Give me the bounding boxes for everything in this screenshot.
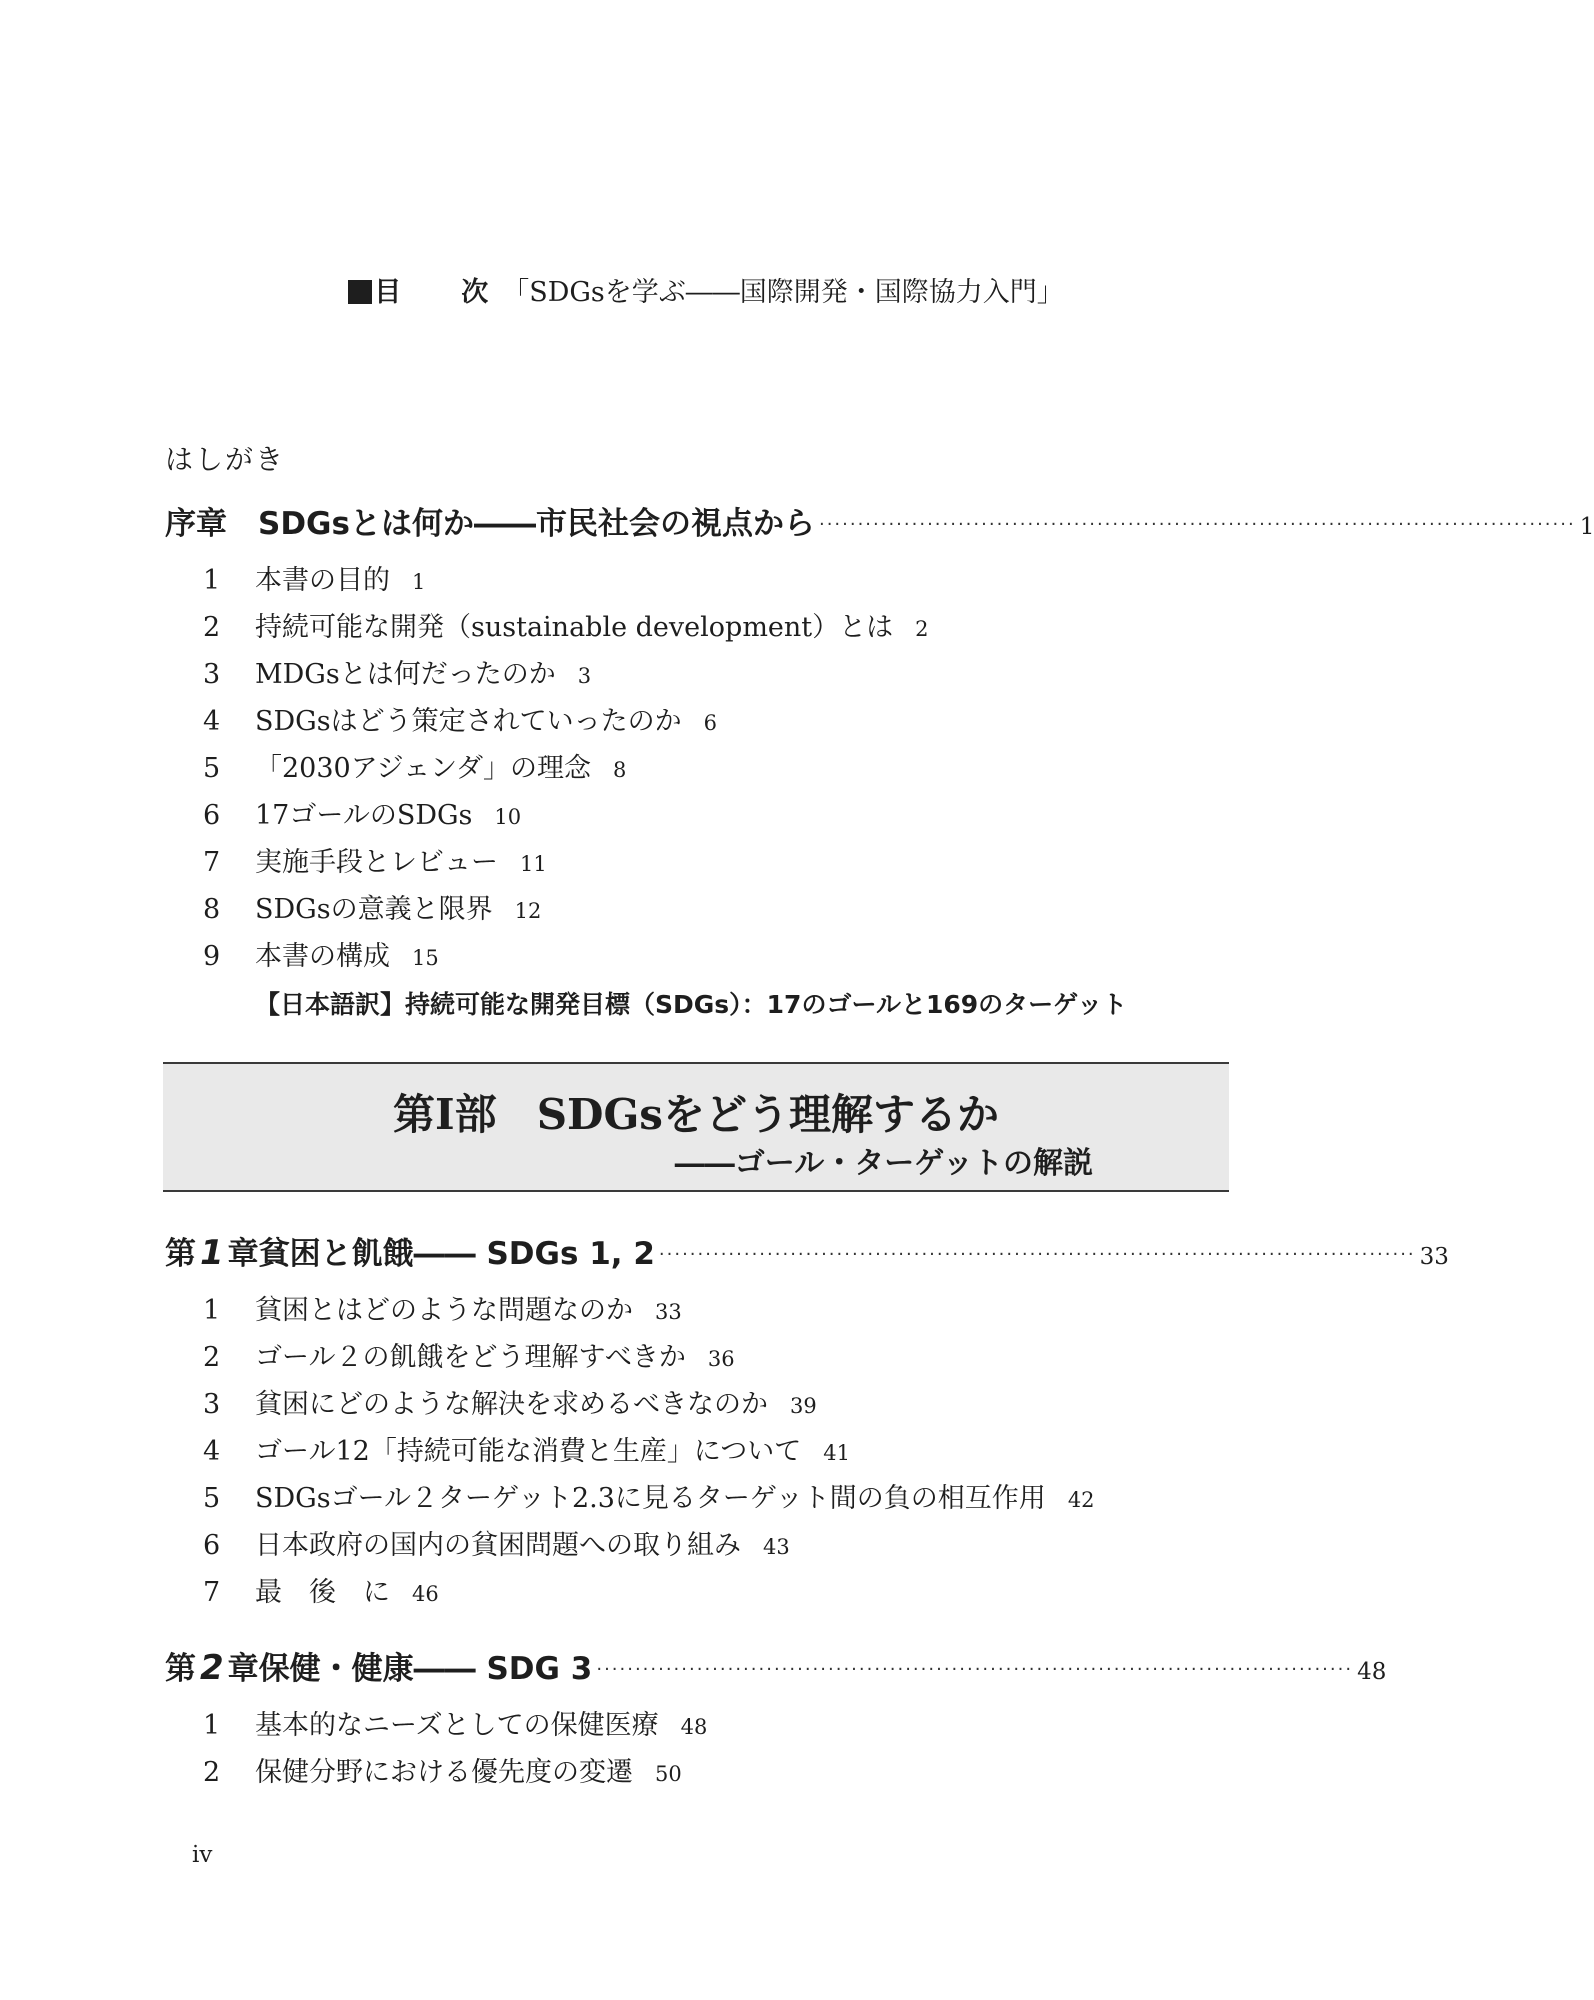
chapter-2-entry[interactable] <box>165 1643 1387 1688</box>
section-entry[interactable]: 9 本書の構成 15 <box>203 941 439 972</box>
leader-dots: ·································································································· <box>596 1659 1354 1680</box>
section-entry[interactable]: 5 SDGsゴール２ターゲット2.3に見るターゲット間の負の相互作用 42 <box>203 1483 1095 1514</box>
section-entry[interactable]: 7 実施手段とレビュー 11 <box>203 847 547 878</box>
toc-label: 目 次 <box>348 277 488 308</box>
appendix-entry[interactable]: 【日本語訳】持続可能な開発目標（SDGs）：17のゴールと169のターゲット <box>255 990 1128 1019</box>
section-entry[interactable]: 6 日本政府の国内の貧困問題への取り組み 43 <box>203 1530 790 1561</box>
chapter-number: 第 1 章 <box>165 1233 259 1273</box>
section-entry[interactable]: 4 ゴール12「持続可能な消費と生産」について 41 <box>203 1436 851 1467</box>
section-entry[interactable]: 1 本書の目的 1 <box>203 565 426 596</box>
part-heading-box <box>163 1062 1229 1192</box>
front-matter-entry[interactable]: はしがき <box>165 443 286 476</box>
leader-dots: ·································································································· <box>818 514 1576 535</box>
section-entry[interactable]: 3 MDGsとは何だったのか 3 <box>203 659 592 690</box>
square-bullet-icon <box>348 280 372 304</box>
chapter-page: 1 <box>1579 514 1594 540</box>
part-title: 第Ⅰ部 SDGsをどう理解するか <box>393 1090 999 1139</box>
section-entry[interactable]: 2 持続可能な開発（sustainable development）とは 2 <box>203 612 929 643</box>
section-entry[interactable]: 1 貧困とはどのような問題なのか 33 <box>203 1295 682 1326</box>
part-subtitle: ――ゴール・ターゲットの解説 <box>674 1146 1093 1181</box>
chapter-1-entry[interactable] <box>165 1228 1449 1273</box>
section-entry[interactable]: 1 基本的なニーズとしての保健医療 48 <box>203 1710 708 1741</box>
section-entry[interactable]: 2 保健分野における優先度の変遷 50 <box>203 1757 682 1788</box>
book-title: 「SDGsを学ぶ――国際開発・国際協力入門」 <box>502 277 1064 308</box>
leader-dots: ·································································································· <box>658 1244 1416 1265</box>
toc-header <box>0 270 1412 309</box>
chapter-title: 序章 SDGsとは何か――市民社会の視点から <box>165 506 815 542</box>
chapter-title: 貧困と飢餓―― SDGs 1, 2 <box>258 1236 655 1272</box>
chapter-page: 48 <box>1357 1659 1387 1685</box>
section-entry[interactable]: 3 貧困にどのような解決を求めるべきなのか 39 <box>203 1389 817 1420</box>
chapter-title: 保健・健康―― SDG 3 <box>258 1651 593 1687</box>
section-entry[interactable]: 8 SDGsの意義と限界 12 <box>203 894 542 925</box>
section-entry[interactable]: 5 「2030アジェンダ」の理念 8 <box>203 753 627 784</box>
section-entry[interactable]: 7 最 後 に 46 <box>203 1577 439 1608</box>
chapter-page: 33 <box>1419 1244 1449 1270</box>
section-entry[interactable]: 4 SDGsはどう策定されていったのか 6 <box>203 706 717 737</box>
chapter-intro-entry[interactable] <box>165 498 1594 543</box>
section-entry[interactable]: 2 ゴール２の飢餓をどう理解すべきか 36 <box>203 1342 735 1373</box>
page-number: iv <box>192 1842 213 1868</box>
chapter-number: 第 2 章 <box>165 1648 259 1688</box>
section-entry[interactable]: 6 17ゴールのSDGs 10 <box>203 800 522 831</box>
